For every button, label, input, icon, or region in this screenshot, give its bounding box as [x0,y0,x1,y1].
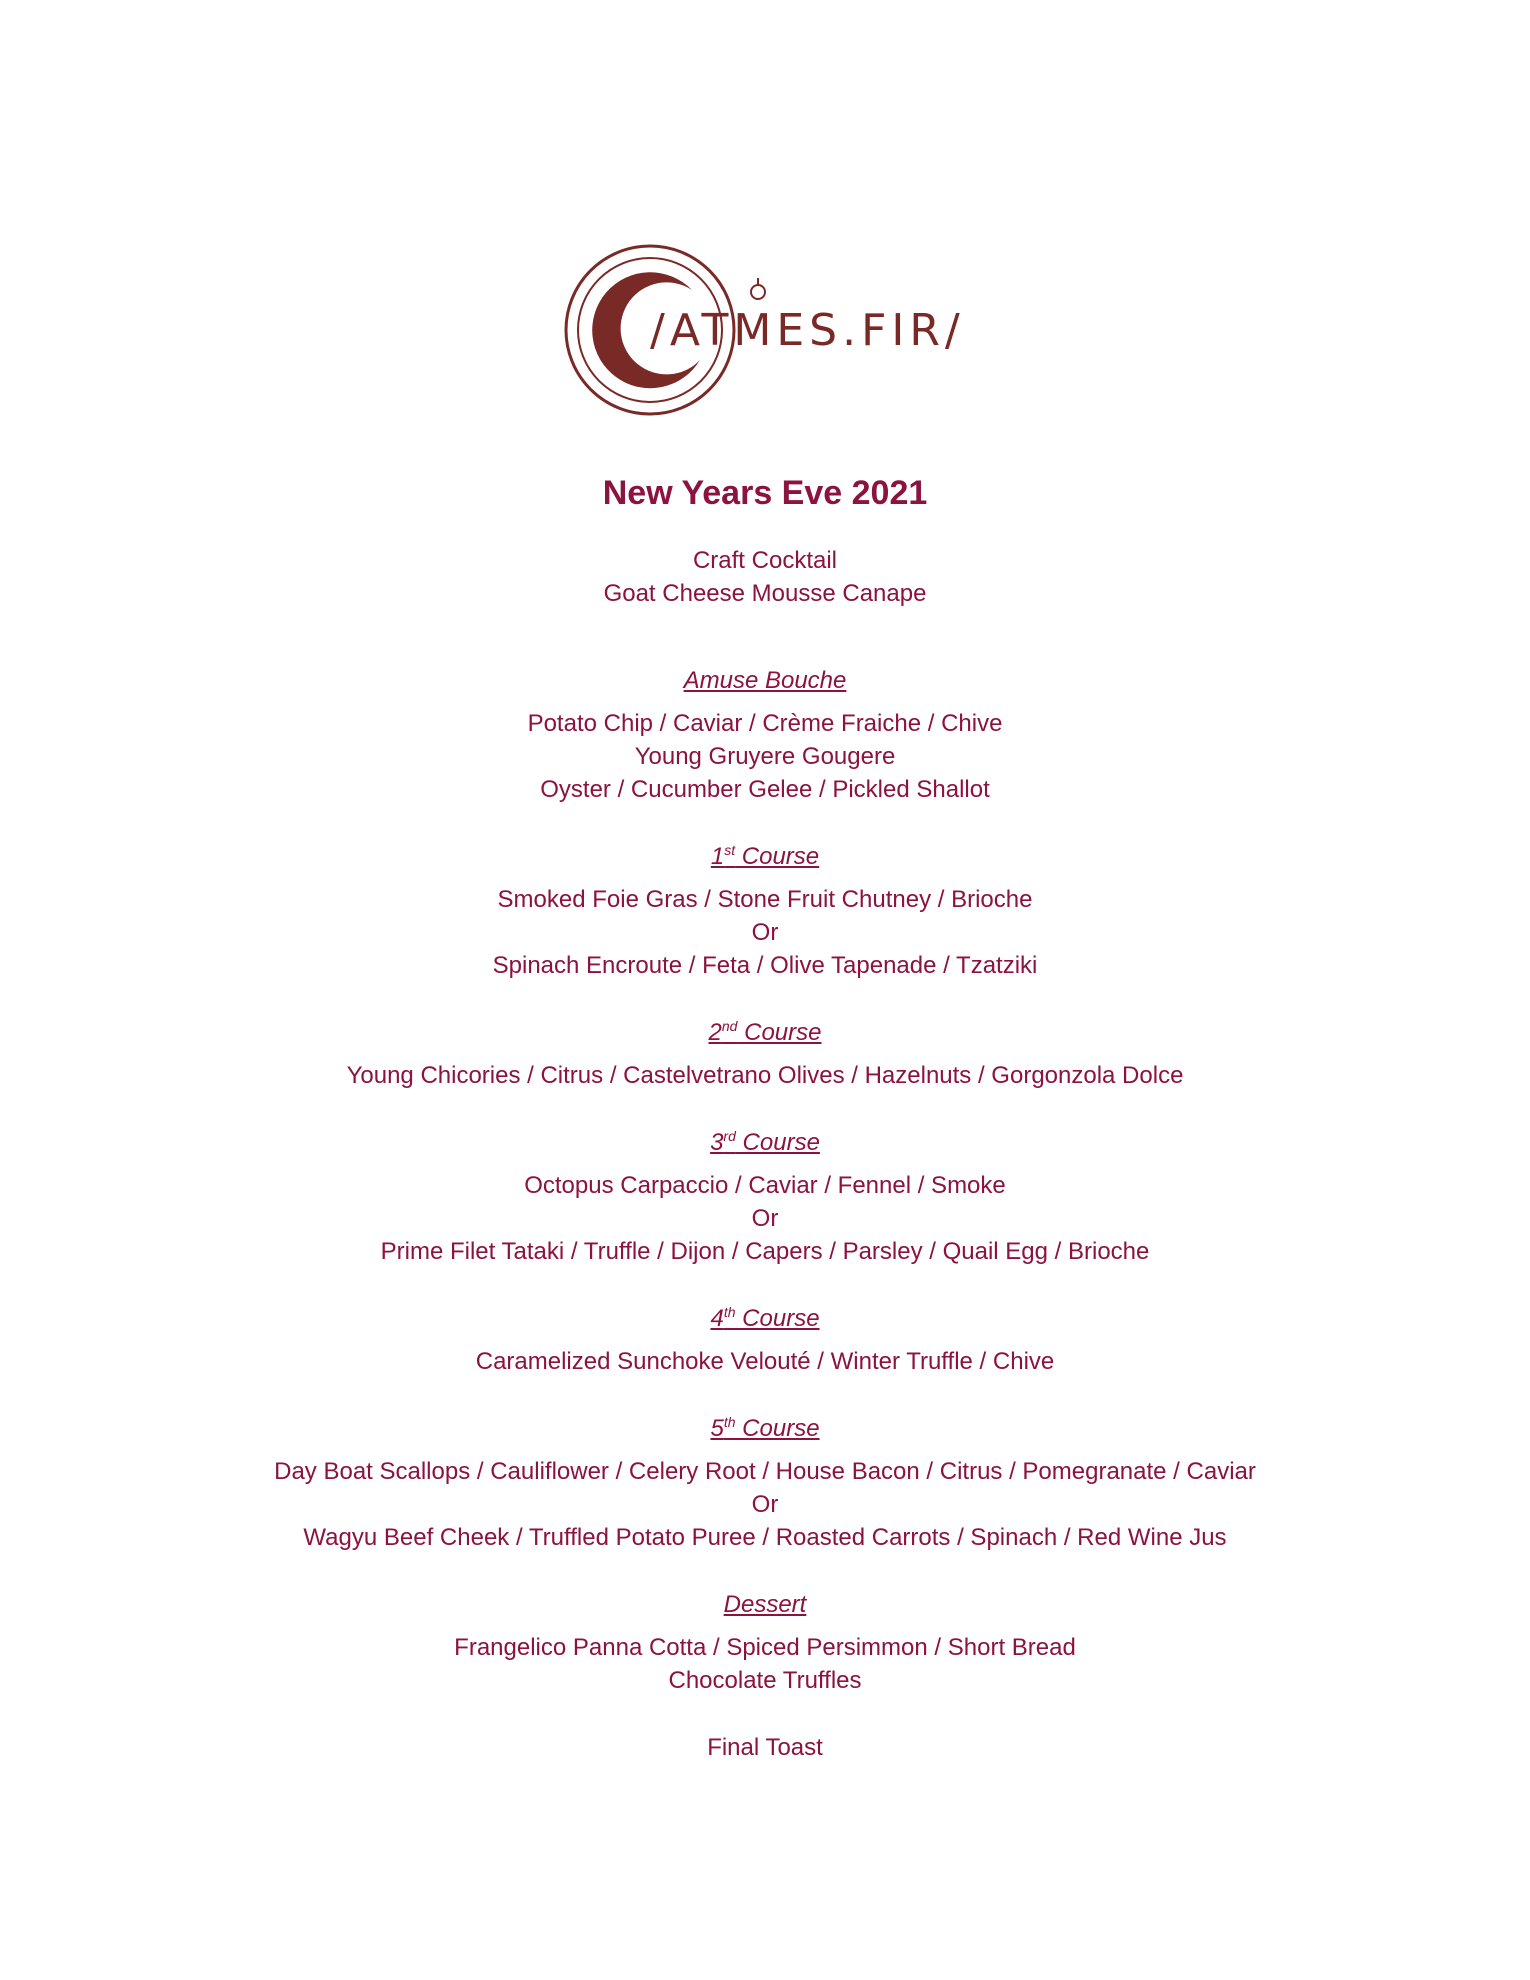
welcome-item: Craft Cocktail [692,547,838,574]
section-heading [0,1588,1530,1621]
course-number: 2 [708,1019,722,1046]
menu-item: Caramelized Sunchoke Velouté / Winter Truffle / Chive [475,1348,1055,1375]
restaurant-logo [560,238,980,422]
section-label: Course [737,1019,822,1046]
menu-section [0,664,1530,806]
menu-section [0,1126,1530,1268]
section-label: Amuse Bouche [683,667,847,694]
menu-item: Chocolate Truffles [668,1667,862,1694]
menu-item: Spinach Encroute / Feta / Olive Tapenade / Tzatziki [492,952,1038,979]
menu-item: Wagyu Beef Cheek / Truffled Potato Puree / Roasted Carrots / Spinach / Red Wine Jus [303,1524,1227,1551]
course-ordinal: nd [721,1018,738,1034]
course-number: 1 [710,843,725,870]
section-heading [0,1016,1530,1049]
section-label: Course [735,843,820,870]
course-number: 4 [710,1305,724,1332]
welcome-item: Goat Cheese Mousse Canape [603,580,927,607]
menu-item: Octopus Carpaccio / Caviar / Fennel / Smoke [524,1172,1006,1199]
welcome-block [0,544,1530,610]
menu-item: Smoked Foie Gras / Stone Fruit Chutney / Brioche [497,886,1033,913]
course-number: 5 [710,1415,724,1442]
menu-title: New Years Eve 2021 [602,474,928,512]
section-heading [0,1126,1530,1159]
course-number: 3 [710,1129,724,1156]
course-ordinal: th [723,1304,736,1320]
course-ordinal: st [724,842,736,858]
final-toast: Final Toast [707,1734,823,1761]
course-ordinal: th [723,1414,736,1430]
menu-item: Oyster / Cucumber Gelee / Pickled Shallot [540,776,990,803]
section-heading [0,840,1530,873]
menu-section [0,1302,1530,1378]
menu-section [0,840,1530,982]
menu-item: Potato Chip / Caviar / Crème Fraiche / Chive [527,710,1003,737]
menu-item: Frangelico Panna Cotta / Spiced Persimmon / Short Bread [454,1634,1076,1661]
menu-item: Day Boat Scallops / Cauliflower / Celery Root / House Bacon / Citrus / Pomegranate / Caviar [274,1458,1256,1485]
section-label: Course [735,1129,820,1156]
section-label: Dessert [723,1591,807,1618]
logo-wordmark: /ATMES.FIR/ [650,305,965,356]
menu-item: Or [751,919,779,946]
course-sections [0,664,1530,1697]
menu-item: Or [751,1491,779,1518]
menu-item: Or [751,1205,779,1232]
section-heading [0,664,1530,697]
menu-item: Young Gruyere Gougere [634,743,896,770]
menu [0,468,1530,1764]
menu-section [0,1016,1530,1092]
menu-section [0,1588,1530,1697]
course-ordinal: rd [723,1128,736,1144]
menu-section [0,1412,1530,1554]
menu-item: Prime Filet Tataki / Truffle / Dijon / Capers / Parsley / Quail Egg / Brioche [380,1238,1150,1265]
menu-item: Young Chicories / Citrus / Castelvetrano Olives / Hazelnuts / Gorgonzola Dolce [346,1062,1184,1089]
section-label: Course [735,1305,820,1332]
section-label: Course [735,1415,820,1442]
section-heading [0,1302,1530,1335]
section-heading [0,1412,1530,1445]
